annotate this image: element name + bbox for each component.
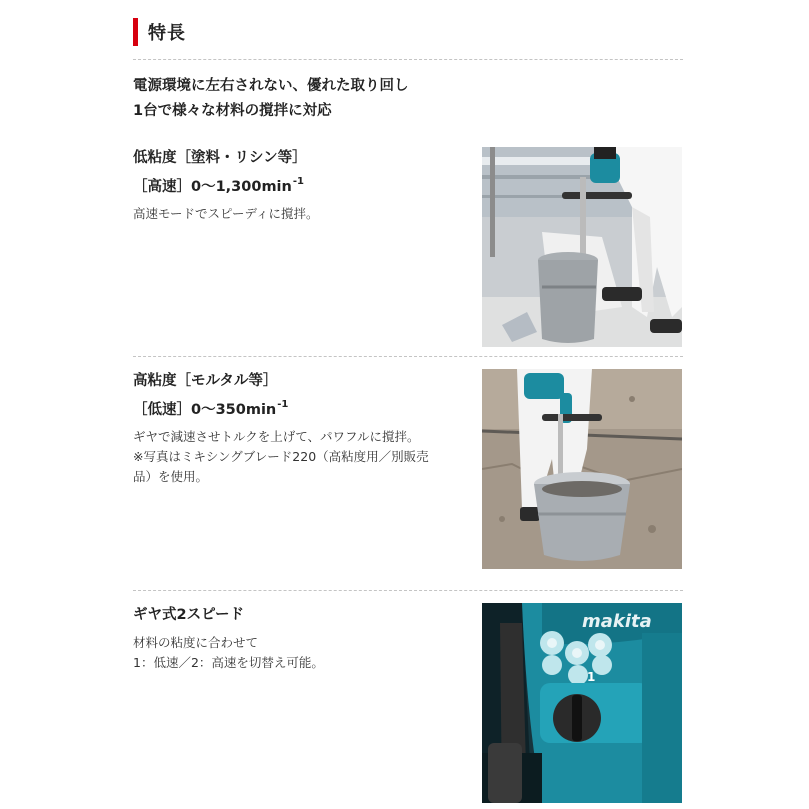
feature-3-title-line-1: ギヤ式2スピード (133, 607, 245, 623)
dial-mark-1: 1 (587, 670, 596, 684)
feature-1-speed-sup: -1 (292, 176, 304, 187)
feature-2-desc-line: 品）を使用。 (133, 469, 209, 484)
feature-3-title (133, 603, 244, 627)
feature-2-desc-line: ギヤで減速させトルクを上げて、パワフルに撹拌。 (133, 429, 420, 444)
feature-1-title-line-1: 低粘度［塗料・リシン等］ (133, 150, 307, 166)
mixer-mortar-bucket-photo (482, 369, 682, 569)
mixer-paint-bucket-photo (482, 147, 682, 347)
gear-switch-closeup-icon (482, 603, 682, 803)
feature-2-description (133, 427, 429, 487)
feature-1-title (133, 146, 307, 199)
feature-2-speed-sup: -1 (277, 399, 289, 410)
lead-line-1: 電源環境に左右されない、優れた取り回し (133, 78, 409, 94)
feature-3-desc-line: 1：低速／2：高速を切替え可能。 (133, 655, 324, 670)
feature-2-speed-text: ［低速］0～350min (133, 402, 277, 418)
feature-1-speed-text: ［高速］0～1,300min (133, 179, 292, 195)
header-accent-bar (133, 18, 138, 46)
paint-bucket-scene-icon (482, 147, 682, 347)
divider (133, 356, 683, 357)
feature-2-title-line-1: 高粘度［モルタル等］ (133, 373, 278, 389)
feature-1-description (133, 204, 319, 224)
feature-2-speed (133, 393, 288, 422)
lead-text (133, 74, 409, 124)
lead-line-2: 1台で様々な材料の撹拌に対応 (133, 103, 332, 119)
divider (133, 59, 683, 60)
divider (133, 590, 683, 591)
feature-3-description (133, 633, 324, 673)
feature-1-desc-line: 高速モードでスピーディに撹拌。 (133, 206, 319, 221)
feature-2-title (133, 369, 288, 422)
makita-logo-text: makita (582, 611, 652, 632)
section-header (133, 18, 186, 46)
gear-switch-closeup-photo (482, 603, 682, 803)
feature-3-desc-line: 材料の粘度に合わせて (133, 635, 259, 650)
feature-2-desc-line: ※写真はミキシングブレード220（高粘度用／別販売 (133, 449, 429, 464)
section-title: 特長 (148, 23, 186, 44)
feature-1-speed (133, 170, 307, 199)
mortar-bucket-scene-icon (482, 369, 682, 569)
